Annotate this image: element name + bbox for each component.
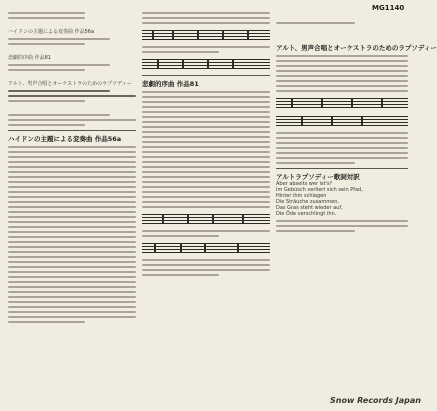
section-heading-haydn: ハイドンの主題による変奏曲 作品56a — [8, 135, 122, 143]
work-title-3: アルト、男声合唱とオーケストラのためのラプソディー — [8, 81, 132, 87]
lyric-line: Im Gebüsch verliert sich sein Pfad, — [276, 187, 363, 193]
work-title-2: 悲劇的序曲 作品81 — [8, 55, 51, 61]
music-staff — [142, 212, 270, 226]
music-staff — [276, 114, 408, 128]
left-column — [8, 4, 136, 326]
middle-column — [142, 4, 270, 279]
catalog-number: MG1140 — [372, 4, 405, 12]
music-staff — [142, 28, 270, 42]
section-heading-rhapsody: アルト、男声合唱とオーケストラのためのラプソディー — [276, 44, 437, 52]
store-watermark: Snow Records Japan — [330, 396, 421, 405]
work-title-1: ハイドンの主題による変奏曲 作品56a — [8, 29, 95, 35]
right-column — [276, 4, 437, 235]
lyric-line: Die Öde verschlingt ihn. — [276, 211, 337, 217]
section-heading-tragic: 悲劇的序曲 作品81 — [142, 80, 199, 88]
music-staff — [142, 57, 270, 71]
music-staff — [276, 96, 408, 110]
lyric-line: Hinter ihm schlagen — [276, 193, 327, 199]
lyrics-heading: アルトラプソディー歌詞対訳 — [276, 173, 360, 181]
music-staff — [142, 241, 270, 255]
lyric-line: Aber abseits wer ist's? — [276, 181, 333, 187]
lyric-line: Die Sträuche zusammen, — [276, 199, 339, 205]
lyric-line: Das Gras steht wieder auf, — [276, 205, 343, 211]
